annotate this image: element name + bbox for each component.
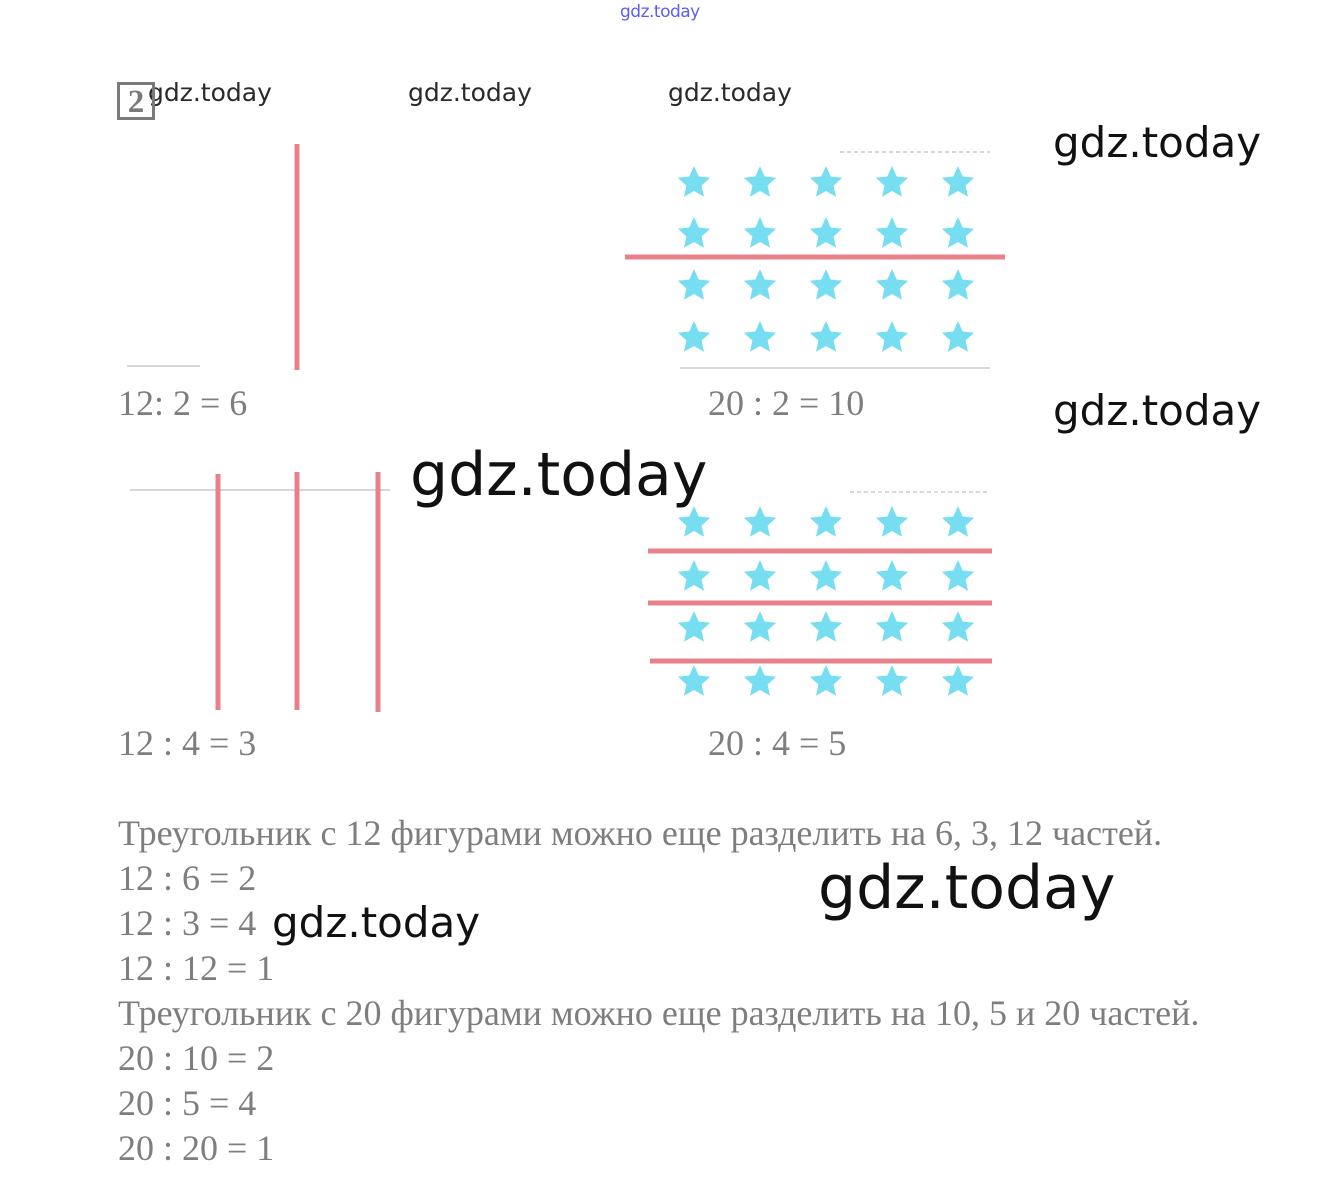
star-icon — [678, 665, 710, 696]
star-icon — [678, 217, 710, 248]
solution-line-6: 20 : 10 = 2 — [118, 1038, 275, 1078]
star-icon — [810, 166, 842, 197]
solution-line-1: Треугольник с 12 фигурами можно еще разделить на 6, 3, 12 частей. — [118, 813, 1163, 853]
watermark-header-3: gdz.today — [668, 78, 792, 107]
star-icon — [678, 560, 710, 591]
solution-line-8: 20 : 20 = 1 — [118, 1128, 275, 1168]
star-icon — [942, 269, 974, 300]
star-icon — [678, 166, 710, 197]
star-icon — [942, 217, 974, 248]
equation-20-div-4: 20 : 4 = 5 — [708, 723, 847, 763]
star-icon — [744, 269, 776, 300]
star-icon — [876, 217, 908, 248]
star-icon — [942, 560, 974, 591]
figure-20-div-2 — [625, 152, 1005, 368]
star-icon — [744, 560, 776, 591]
star-icon — [678, 321, 710, 352]
watermark-right-2: gdz.today — [1053, 386, 1262, 435]
star-icon — [942, 611, 974, 642]
star-icon — [810, 506, 842, 537]
star-icon — [942, 665, 974, 696]
watermark-header-1: gdz.today — [148, 78, 272, 107]
star-icon — [942, 166, 974, 197]
solution-line-7: 20 : 5 = 4 — [118, 1083, 257, 1123]
star-icon — [744, 506, 776, 537]
star-icon — [876, 506, 908, 537]
watermark-lower: gdz.today — [818, 853, 1116, 923]
star-icon — [744, 321, 776, 352]
star-icon — [744, 611, 776, 642]
star-icon — [942, 321, 974, 352]
star-icon — [678, 611, 710, 642]
watermark-inline: gdz.today — [272, 898, 481, 947]
solution-line-5: Треугольник с 20 фигурами можно еще разделить на 10, 5 и 20 частей. — [118, 993, 1200, 1033]
star-icon — [810, 269, 842, 300]
equation-20-div-2: 20 : 2 = 10 — [708, 383, 865, 423]
solution-line-3: 12 : 3 = 4 — [118, 903, 257, 943]
star-icon — [876, 321, 908, 352]
watermark-top: gdz.today — [620, 2, 700, 22]
star-icon — [810, 321, 842, 352]
star-icon — [810, 560, 842, 591]
solution-line-4: 12 : 12 = 1 — [118, 948, 275, 988]
figure-12-div-4 — [130, 472, 390, 712]
watermark-header-2: gdz.today — [408, 78, 532, 107]
watermark-right-1: gdz.today — [1053, 118, 1262, 167]
star-icon — [810, 665, 842, 696]
star-icon — [678, 506, 710, 537]
equation-12-div-4: 12 : 4 = 3 — [118, 723, 257, 763]
equation-12-div-2: 12: 2 = 6 — [118, 383, 248, 423]
star-icon — [876, 269, 908, 300]
star-icon — [942, 506, 974, 537]
star-icon — [876, 665, 908, 696]
star-icon — [810, 217, 842, 248]
watermark-middle: gdz.today — [410, 440, 708, 510]
star-icon — [678, 269, 710, 300]
star-icon — [876, 166, 908, 197]
star-icon — [744, 217, 776, 248]
star-icon — [876, 611, 908, 642]
solution-line-2: 12 : 6 = 2 — [118, 858, 257, 898]
star-icon — [744, 166, 776, 197]
star-icon — [744, 665, 776, 696]
star-icon — [810, 611, 842, 642]
task-number-box: 2 — [117, 82, 155, 120]
figure-20-div-4 — [648, 492, 992, 696]
figure-12-div-2 — [127, 144, 297, 370]
star-icon — [876, 560, 908, 591]
